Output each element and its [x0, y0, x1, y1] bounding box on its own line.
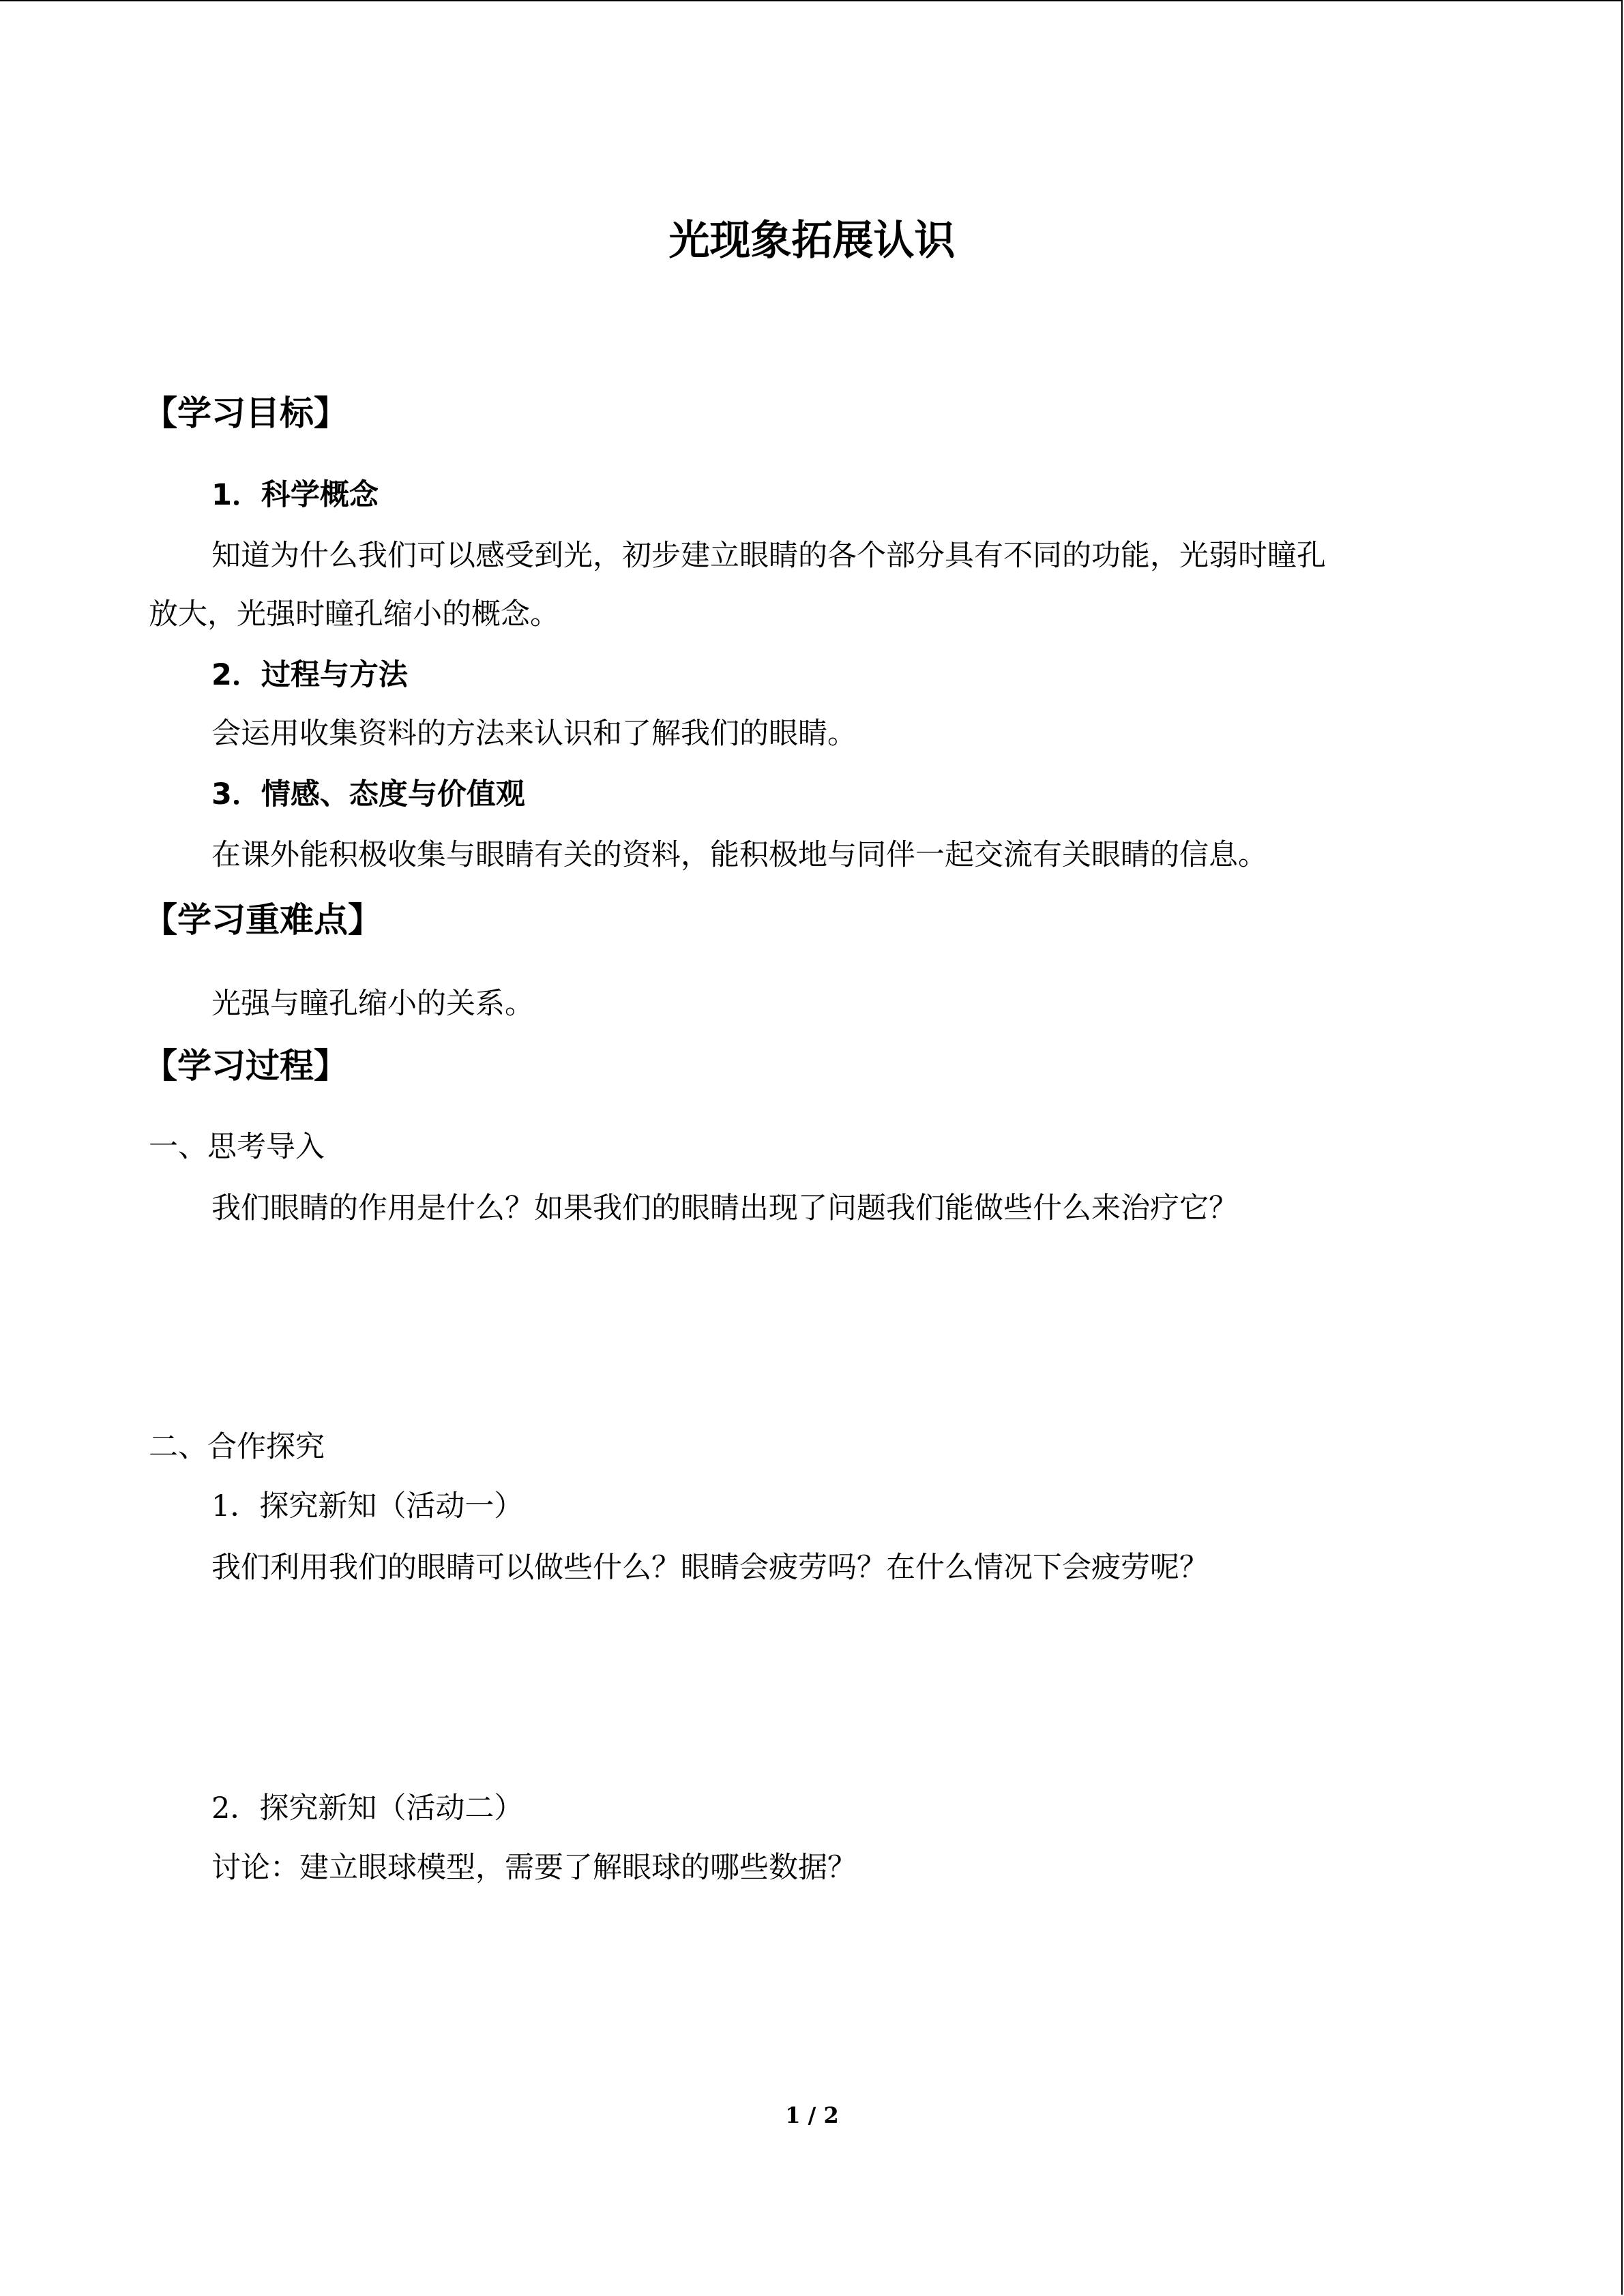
objective-1-text-line1: 知道为什么我们可以感受到光，初步建立眼睛的各个部分具有不同的功能，光弱时瞳孔 [211, 539, 1326, 573]
page-number: 1 / 2 [785, 2102, 839, 2128]
part2-heading: 二、合作探究 [149, 1430, 325, 1464]
objective-1-text-line2: 放大，光强时瞳孔缩小的概念。 [149, 597, 559, 631]
objective-1-label: 1．科学概念 [211, 478, 379, 512]
objective-2-text: 会运用收集资料的方法来认识和了解我们的眼睛。 [211, 717, 857, 751]
activity2-label: 2．探究新知（活动二） [211, 1791, 524, 1825]
key-points-text: 光强与瞳孔缩小的关系。 [211, 987, 534, 1021]
objective-2-label: 2．过程与方法 [211, 658, 408, 692]
objectives-heading: 【学习目标】 [143, 393, 348, 433]
objective-3-label: 3．情感、态度与价值观 [211, 777, 525, 811]
activity1-text: 我们利用我们的眼睛可以做些什么？眼睛会疲劳吗？在什么情况下会疲劳呢？ [211, 1551, 1209, 1585]
part1-heading: 一、思考导入 [149, 1130, 325, 1164]
document-title: 光现象拓展认识 [668, 217, 956, 265]
objective-3-text: 在课外能积极收集与眼睛有关的资料，能积极地与同伴一起交流有关眼睛的信息。 [211, 838, 1267, 872]
process-heading: 【学习过程】 [143, 1046, 348, 1086]
part1-text: 我们眼睛的作用是什么？如果我们的眼睛出现了问题我们能做些什么来治疗它？ [211, 1191, 1238, 1225]
activity2-text: 讨论：建立眼球模型，需要了解眼球的哪些数据？ [211, 1851, 857, 1885]
key-points-heading: 【学习重难点】 [143, 900, 382, 940]
activity1-label: 1．探究新知（活动一） [211, 1489, 524, 1523]
